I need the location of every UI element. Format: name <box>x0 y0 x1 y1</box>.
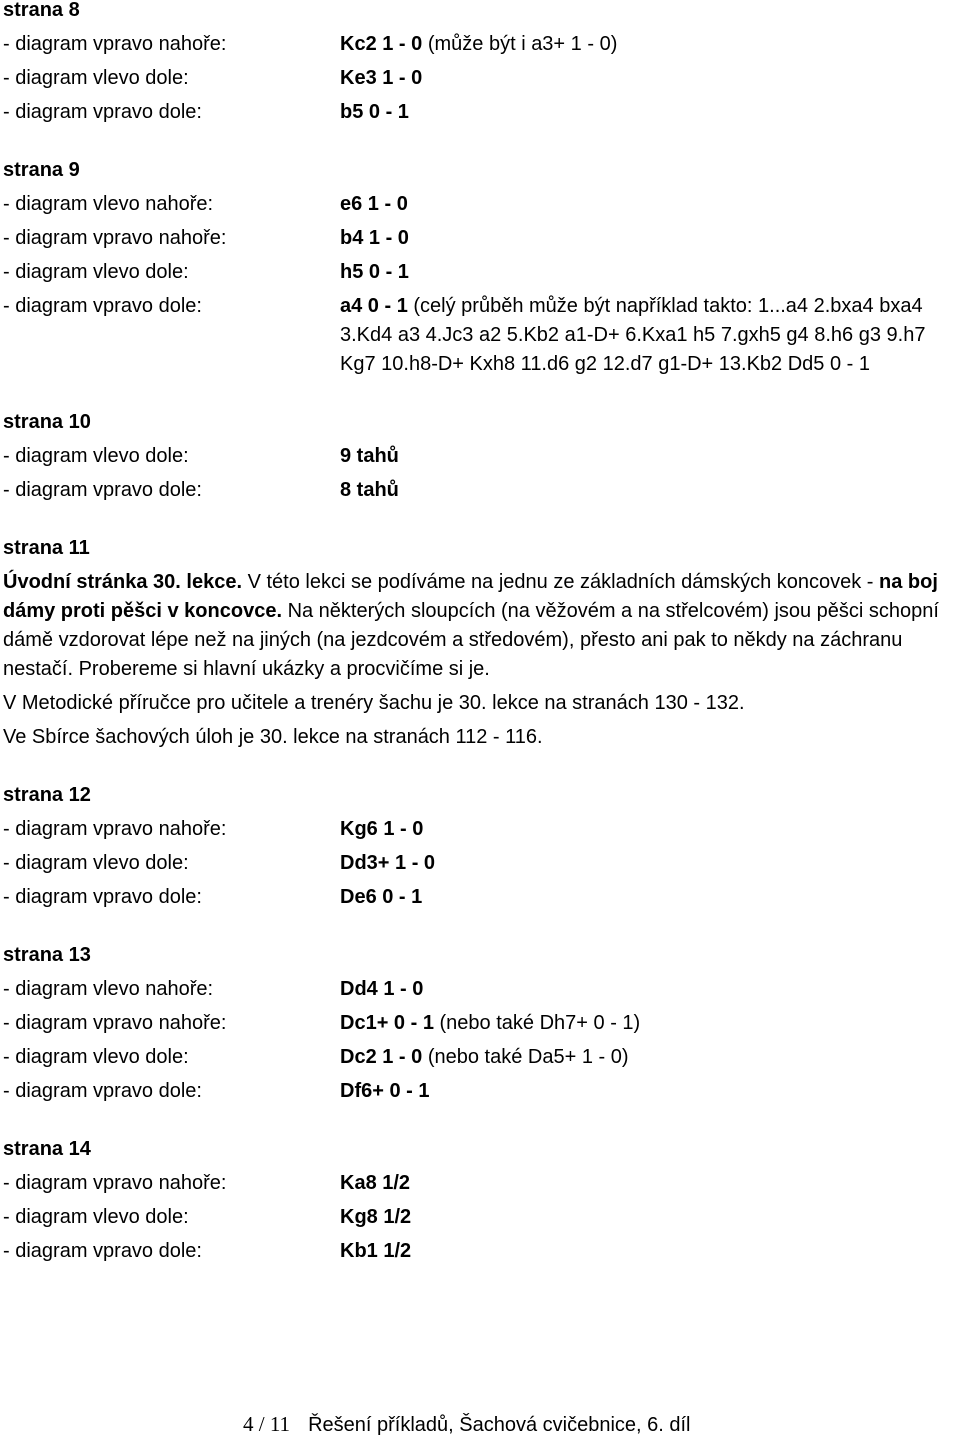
solution <box>340 64 953 93</box>
section-strana-11 <box>3 531 953 754</box>
solution-move: Dc2 1 - 0 <box>340 1045 423 1068</box>
solution <box>340 224 953 253</box>
solution <box>340 258 953 287</box>
answer-row <box>3 1234 953 1268</box>
diagram-position-label: - diagram vlevo dole: <box>3 1205 189 1228</box>
solution-note: (nebo také Da5+ 1 - 0) <box>427 1045 629 1068</box>
section-strana-10 <box>3 405 953 507</box>
solution <box>340 476 953 505</box>
answer-row <box>3 187 953 221</box>
solution <box>340 1009 953 1038</box>
answer-row <box>3 1040 953 1074</box>
solution-move: De6 0 - 1 <box>340 885 423 908</box>
lesson-focus-bold: na boj dámy proti pěšci v koncovce. <box>3 570 938 622</box>
solution-move: Kg6 1 - 0 <box>340 817 424 840</box>
solution <box>340 1169 953 1198</box>
diagram-position-label: - diagram vlevo dole: <box>3 66 189 89</box>
diagram-position-label: - diagram vlevo nahoře: <box>3 977 214 1000</box>
solution <box>340 1237 953 1266</box>
solution <box>340 815 953 844</box>
solution <box>340 1043 953 1072</box>
diagram-position-label: - diagram vlevo nahoře: <box>3 192 214 215</box>
solution <box>340 442 953 471</box>
answer-row <box>3 61 953 95</box>
solution <box>340 1203 953 1232</box>
lesson-intro-text: V této lekci se podíváme na jednu ze základních dámských koncovek - <box>247 570 874 593</box>
solution-move: Dd4 1 - 0 <box>340 977 424 1000</box>
solution-move: b5 0 - 1 <box>340 100 409 123</box>
diagram-position-label: - diagram vpravo dole: <box>3 1239 202 1262</box>
page-heading: strana 11 <box>3 537 90 559</box>
diagram-position-label: - diagram vpravo nahoře: <box>3 32 227 55</box>
solution-move: 9 tahů <box>340 444 399 467</box>
answer-row <box>3 473 953 507</box>
section-strana-8 <box>3 0 953 129</box>
section-strana-14 <box>3 1132 953 1268</box>
answer-row <box>3 1074 953 1108</box>
solution-move: a4 0 - 1 <box>340 294 408 317</box>
lesson-intro-bold: Úvodní stránka 30. lekce. <box>3 570 243 593</box>
footer-title: Řešení příkladů, Šachová cvičebnice, 6. díl <box>308 1414 691 1436</box>
solution <box>340 1077 953 1106</box>
diagram-position-label: - diagram vpravo dole: <box>3 478 202 501</box>
section-strana-12 <box>3 778 953 914</box>
solution-move: Ka8 1/2 <box>340 1171 411 1194</box>
solution-move: Ke3 1 - 0 <box>340 66 423 89</box>
answer-row <box>3 1200 953 1234</box>
answer-row <box>3 221 953 255</box>
solution-move: Kb1 1/2 <box>340 1239 412 1262</box>
answer-row <box>3 439 953 473</box>
answer-row <box>3 846 953 880</box>
page-heading: strana 14 <box>3 1138 91 1160</box>
page-content <box>3 0 953 1292</box>
diagram-position-label: - diagram vlevo dole: <box>3 851 189 874</box>
answer-row <box>3 1006 953 1040</box>
section-strana-13 <box>3 938 953 1108</box>
solution-move: Dd3+ 1 - 0 <box>340 851 436 874</box>
diagram-position-label: - diagram vpravo nahoře: <box>3 1011 227 1034</box>
diagram-position-label: - diagram vpravo dole: <box>3 294 202 317</box>
solution-move: Kc2 1 - 0 <box>340 32 423 55</box>
page-heading: strana 10 <box>3 411 91 433</box>
page-heading: strana 13 <box>3 944 91 966</box>
solution-move: 8 tahů <box>340 478 399 501</box>
solution-move: Df6+ 0 - 1 <box>340 1079 430 1102</box>
answer-row <box>3 1166 953 1200</box>
solution-move: b4 1 - 0 <box>340 226 409 249</box>
answer-row <box>3 289 953 381</box>
diagram-position-label: - diagram vlevo dole: <box>3 260 189 283</box>
solution-move: Dc1+ 0 - 1 <box>340 1011 434 1034</box>
solution-move: e6 1 - 0 <box>340 192 408 215</box>
solution <box>340 849 953 878</box>
section-strana-9 <box>3 153 953 381</box>
diagram-position-label: - diagram vpravo dole: <box>3 885 202 908</box>
diagram-position-label: - diagram vpravo dole: <box>3 1079 202 1102</box>
solution <box>340 883 953 912</box>
page-heading: strana 9 <box>3 159 80 181</box>
diagram-position-label: - diagram vpravo dole: <box>3 100 202 123</box>
lesson-paragraph <box>3 565 953 686</box>
solution <box>340 292 953 379</box>
solution-move: h5 0 - 1 <box>340 260 409 283</box>
page-heading: strana 12 <box>3 784 91 806</box>
answer-row <box>3 255 953 289</box>
page-number: 4 / 11 <box>243 1412 291 1436</box>
diagram-position-label: - diagram vlevo dole: <box>3 1045 189 1068</box>
answer-row <box>3 27 953 61</box>
collection-reference: Ve Sbírce šachových úloh je 30. lekce na stranách 112 - 116. <box>3 725 543 748</box>
page-footer <box>243 1409 691 1440</box>
solution <box>340 190 953 219</box>
diagram-position-label: - diagram vpravo nahoře: <box>3 1171 227 1194</box>
diagram-position-label: - diagram vpravo nahoře: <box>3 226 227 249</box>
solution-note: (celý průběh může být například takto: 1...a4 2.bxa4 bxa4 3.Kd4 a3 4.Jc3 a2 5.Kb2 a1-D+ 6.Kxa1 h5 7.gxh5 g4 8.h6 g3 9.h7 Kg7 10.h8-D+ Kxh8 11.d6 g2 12.d7 g1-D+ 13.Kb2 Dd5 0 - 1 <box>340 294 926 375</box>
manual-reference: V Metodické příručce pro učitele a trenéry šachu je 30. lekce na stranách 130 - 132. <box>3 691 745 714</box>
answer-row <box>3 972 953 1006</box>
diagram-position-label: - diagram vpravo nahoře: <box>3 817 227 840</box>
page-heading: strana 8 <box>3 0 80 21</box>
answer-row <box>3 812 953 846</box>
answer-row <box>3 880 953 914</box>
solution <box>340 975 953 1004</box>
solution-move: Kg8 1/2 <box>340 1205 412 1228</box>
solution-note: (nebo také Dh7+ 0 - 1) <box>439 1011 641 1034</box>
solution <box>340 98 953 127</box>
answer-row <box>3 95 953 129</box>
lesson-body-text: Na některých sloupcích (na věžovém a na střelcovém) jsou pěšci schopní dámě vzdorovat lépe než na jiných (na jezdcovém a středovém), přesto ani pak to někdy na záchranu nestačí. Probereme si hlavní ukázky a procvičíme si je. <box>3 599 939 680</box>
diagram-position-label: - diagram vlevo dole: <box>3 444 189 467</box>
solution-note: (může být i a3+ 1 - 0) <box>427 32 618 55</box>
solution <box>340 30 953 59</box>
